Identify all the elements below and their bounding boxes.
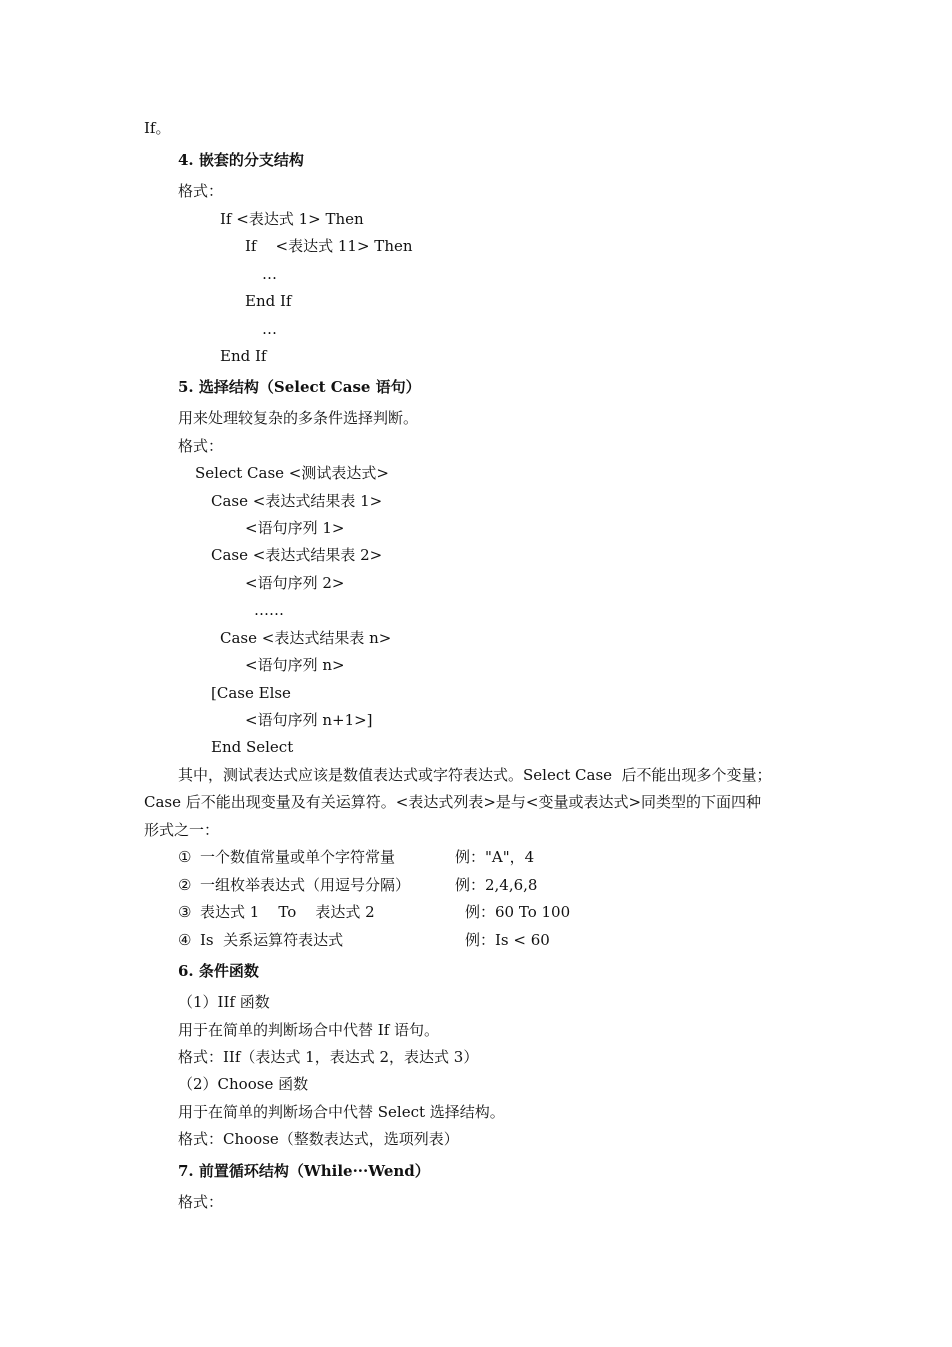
subheading: （1）IIf 函数: [178, 993, 270, 1011]
subheading: （2）Choose 函数: [178, 1075, 309, 1093]
list-item-text: 一组枚举表达式（用逗号分隔）: [200, 876, 411, 894]
text-line: If。: [144, 119, 171, 137]
list-marker: ④: [178, 931, 192, 949]
list-item-text: 表达式 1 To 表达式 2: [200, 903, 375, 921]
code-line: End If: [220, 347, 267, 365]
list-item: [178, 930, 343, 950]
code-line: <语句序列 n>: [245, 656, 345, 674]
text-line: 格式：Choose（整数表达式，选项列表）: [178, 1130, 459, 1148]
code-line: Case <表达式结果表 2>: [211, 546, 383, 564]
code-ellipsis: …: [262, 320, 277, 338]
text-line: 用于在简单的判断场合中代替 If 语句。: [178, 1021, 440, 1039]
code-ellipsis: ……: [254, 601, 284, 619]
code-line: [Case Else: [211, 684, 291, 702]
code-line: <语句序列 2>: [245, 574, 345, 592]
paragraph-line: 形式之一：: [144, 821, 220, 839]
code-line: Case <表达式结果表 1>: [211, 492, 383, 510]
list-marker: ③: [178, 903, 192, 921]
code-line: <语句序列 1>: [245, 519, 345, 537]
code-ellipsis: …: [262, 265, 277, 283]
list-item: [178, 875, 410, 895]
section-heading-4: 4. 嵌套的分支结构: [178, 151, 304, 169]
code-line: If <表达式 11> Then: [245, 237, 413, 255]
code-line: End If: [245, 292, 292, 310]
text-line: 格式：IIf（表达式 1，表达式 2，表达式 3）: [178, 1048, 479, 1066]
paragraph-line: 其中，测试表达式应该是数值表达式或字符表达式。Select Case 后不能出现多个变量；: [178, 766, 772, 784]
format-label: 格式：: [178, 437, 224, 455]
section-heading-7: 7. 前置循环结构（While···Wend）: [178, 1162, 430, 1180]
code-line: End Select: [211, 738, 294, 756]
list-item-text: Is 关系运算符表达式: [200, 931, 344, 949]
list-item-example: 例：60 To 100: [465, 903, 571, 921]
code-line: Case <表达式结果表 n>: [220, 629, 392, 647]
section-heading-6: 6. 条件函数: [178, 962, 259, 980]
text-line: 用于在简单的判断场合中代替 Select 选择结构。: [178, 1103, 505, 1121]
section-heading-5: 5. 选择结构（Select Case 语句）: [178, 378, 421, 396]
list-item: [178, 902, 375, 922]
paragraph-line: Case 后不能出现变量及有关运算符。<表达式列表>是与<变量或表达式>同类型的下面四种: [144, 793, 762, 811]
list-marker: ①: [178, 848, 192, 866]
list-item-example: 例："A"，4: [455, 848, 535, 866]
code-line: <语句序列 n+1>]: [245, 711, 373, 729]
list-item: [178, 847, 395, 867]
code-line: If <表达式 1> Then: [220, 210, 364, 228]
format-label: 格式：: [178, 182, 224, 200]
code-line: Select Case <测试表达式>: [195, 464, 389, 482]
list-marker: ②: [178, 876, 192, 894]
list-item-example: 例：Is < 60: [465, 931, 550, 949]
list-item-text: 一个数值常量或单个字符常量: [200, 848, 396, 866]
text-line: 用来处理较复杂的多条件选择判断。: [178, 409, 419, 427]
format-label: 格式：: [178, 1193, 224, 1211]
list-item-example: 例：2,4,6,8: [455, 876, 538, 894]
